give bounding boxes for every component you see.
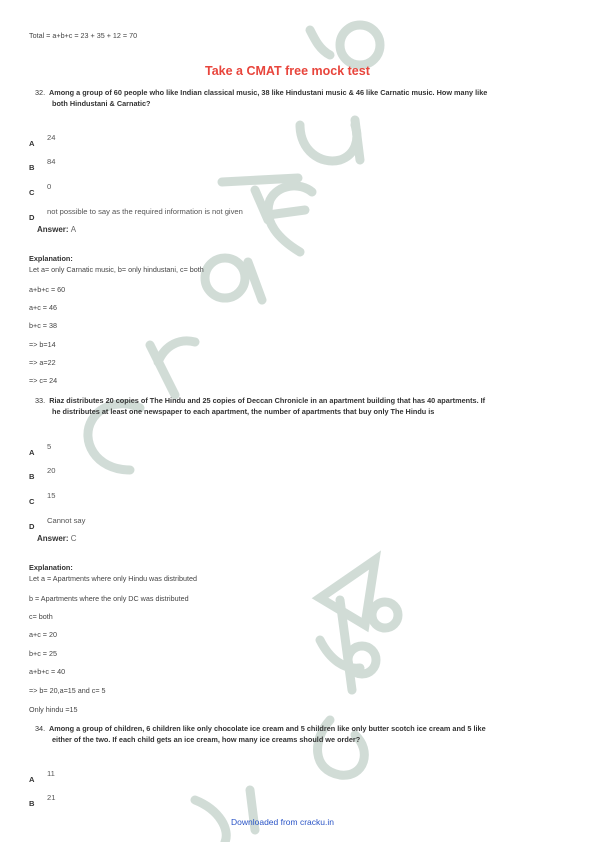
question-text-line1: Riaz distributes 20 copies of The Hindu and 25 copies of Deccan Chronicle in an apartment building that has 40 apartments. If bbox=[49, 396, 486, 405]
option-letter: D bbox=[29, 213, 35, 222]
option-letter: B bbox=[29, 472, 35, 481]
option-letter: B bbox=[29, 799, 35, 808]
option-a[interactable] bbox=[29, 133, 56, 151]
question-text-line2: both Hindustani & Carnatic? bbox=[52, 98, 151, 108]
option-text: 84 bbox=[47, 157, 56, 166]
explanation-line: c= both bbox=[29, 612, 53, 621]
explanation-line: b+c = 25 bbox=[29, 649, 57, 658]
option-letter: B bbox=[29, 163, 35, 172]
explanation-line: => c= 24 bbox=[29, 376, 58, 385]
question-text-line1: Among a group of 60 people who like Indian classical music, 38 like Hindustani music & 46 like Carnatic music. How many like bbox=[48, 88, 488, 97]
explanation-line: b = Apartments where the only DC was distributed bbox=[29, 594, 189, 603]
explanation-line: a+b+c = 60 bbox=[29, 285, 66, 294]
option-text: 21 bbox=[47, 793, 56, 802]
answer-label: Answer: bbox=[37, 225, 69, 234]
option-letter: A bbox=[29, 139, 35, 148]
option-text: 11 bbox=[47, 769, 55, 778]
option-text: Cannot say bbox=[47, 516, 86, 525]
explanation-title: Explanation: bbox=[29, 563, 73, 572]
question-text-line2: he distributes at least one newspaper to each apartment, the number of apartments that buy only The Hindu is bbox=[52, 406, 435, 416]
explanation-line: Let a= only Carnatic music, b= only hindustani, c= both bbox=[29, 265, 204, 274]
mock-test-banner[interactable]: Take a CMAT free mock test bbox=[205, 64, 370, 78]
question-text-line2: either of the two. If each child gets an ice cream, how many ice creams should we order? bbox=[52, 734, 361, 744]
option-b[interactable] bbox=[29, 793, 56, 811]
explanation-line: => a=22 bbox=[29, 358, 56, 367]
question-number: 33. bbox=[35, 396, 46, 405]
option-a[interactable] bbox=[29, 442, 52, 460]
question-text-line1: Among a group of children, 6 children like only chocolate ice cream and 5 children like only butter scotch ice cream and 5 like bbox=[48, 724, 486, 733]
explanation-title: Explanation: bbox=[29, 254, 73, 263]
question-32 bbox=[35, 88, 570, 109]
answer-value: C bbox=[70, 534, 77, 543]
previous-total-line: Total = a+b+c = 23 + 35 + 12 = 70 bbox=[29, 31, 138, 40]
answer-value: A bbox=[70, 225, 77, 234]
option-b[interactable] bbox=[29, 157, 56, 175]
option-letter: D bbox=[29, 522, 35, 531]
explanation-line: a+c = 46 bbox=[29, 303, 57, 312]
answer-32 bbox=[37, 225, 76, 234]
question-number: 32. bbox=[35, 88, 46, 97]
option-d[interactable] bbox=[29, 516, 86, 534]
option-letter: A bbox=[29, 448, 35, 457]
option-c[interactable] bbox=[29, 491, 56, 509]
option-text: 0 bbox=[47, 182, 52, 191]
explanation-line: b+c = 38 bbox=[29, 321, 57, 330]
option-b[interactable] bbox=[29, 466, 56, 484]
option-text: not possible to say as the required information is not given bbox=[47, 207, 243, 216]
explanation-line: a+c = 20 bbox=[29, 630, 57, 639]
explanation-line: a+b+c = 40 bbox=[29, 667, 66, 676]
option-text: 20 bbox=[47, 466, 56, 475]
option-text: 24 bbox=[47, 133, 56, 142]
explanation-line: Let a = Apartments where only Hindu was distributed bbox=[29, 574, 198, 583]
explanation-line: => b=14 bbox=[29, 340, 56, 349]
option-text: 15 bbox=[47, 491, 56, 500]
option-letter: C bbox=[29, 497, 35, 506]
question-34 bbox=[35, 724, 570, 745]
option-c[interactable] bbox=[29, 182, 52, 200]
option-d[interactable] bbox=[29, 207, 243, 225]
option-a[interactable] bbox=[29, 769, 55, 787]
option-letter: A bbox=[29, 775, 35, 784]
question-33 bbox=[35, 396, 570, 417]
answer-33 bbox=[37, 534, 77, 543]
explanation-line: Only hindu =15 bbox=[29, 705, 78, 714]
explanation-line: => b= 20,a=15 and c= 5 bbox=[29, 686, 106, 695]
footer-download-link[interactable]: Downloaded from cracku.in bbox=[231, 817, 334, 827]
option-letter: C bbox=[29, 188, 35, 197]
answer-label: Answer: bbox=[37, 534, 69, 543]
option-text: 5 bbox=[47, 442, 52, 451]
question-number: 34. bbox=[35, 724, 46, 733]
